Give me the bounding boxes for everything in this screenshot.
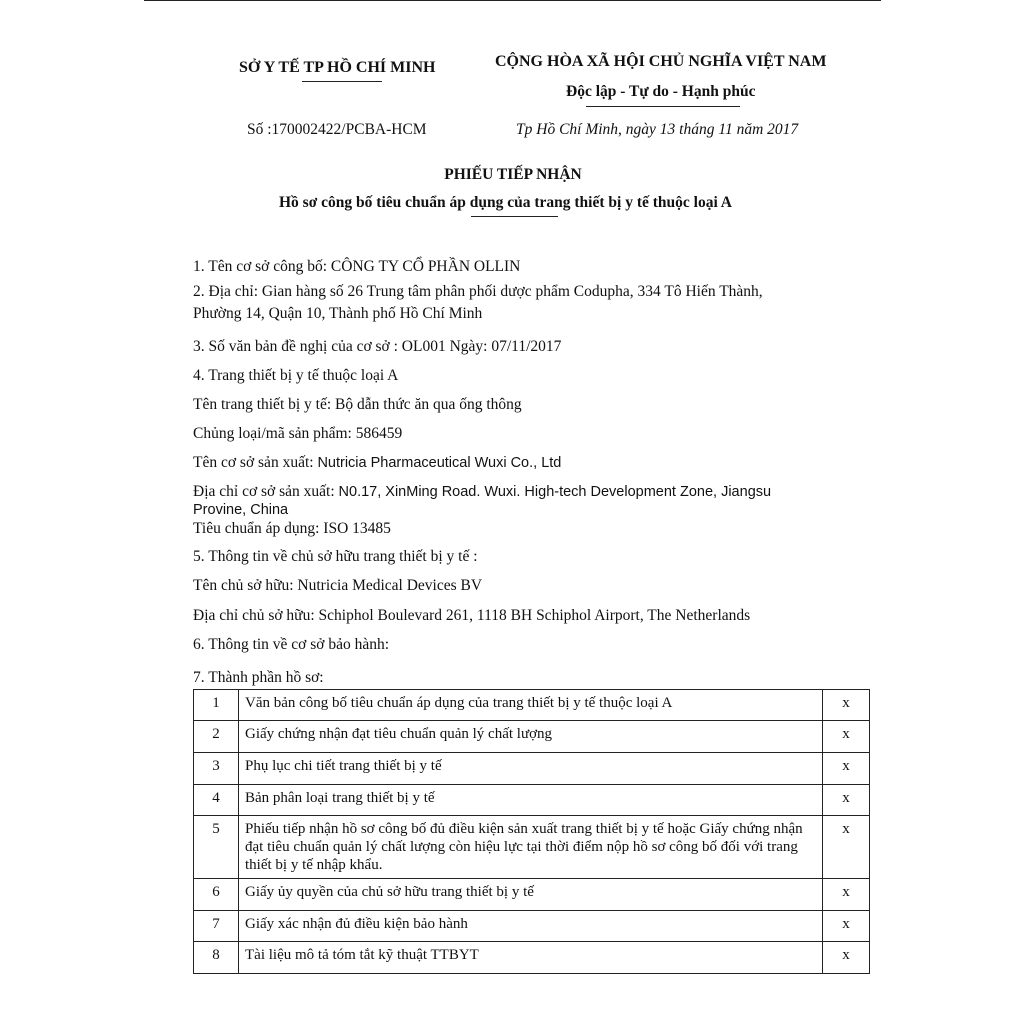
national-motto: Độc lập - Tự do - Hạnh phúc [566,83,756,100]
page-top-edge [144,0,881,1]
table-row [194,721,870,753]
section-6-heading: 6. Thông tin về cơ sở bảo hành: [193,636,390,653]
row-check-mark: x [823,753,870,785]
table-row [194,690,870,721]
section-5-heading: 5. Thông tin về chủ sở hữu trang thiết bị y tế : [193,548,478,565]
declarer-name: 1. Tên cơ sở công bố: CÔNG TY CỔ PHẦN OLLIN [193,258,521,275]
manufacturer-address-cont: Provine, China [193,502,289,518]
documents-table [193,689,870,974]
row-number: 5 [194,816,239,879]
manufacturer-address-label: Địa chỉ cơ sở sản xuất: [193,483,339,500]
table-row [194,879,870,911]
row-number: 3 [194,753,239,785]
row-number: 2 [194,721,239,753]
row-check-mark: x [823,942,870,974]
table-row [194,942,870,974]
table-row [194,753,870,785]
table-row [194,785,870,816]
document-subtitle: Hồ sơ công bố tiêu chuẩn áp dụng của trang thiết bị y tế thuộc loại A [279,194,732,211]
country-name: CỘNG HÒA XÃ HỘI CHỦ NGHĨA VIỆT NAM [495,53,827,70]
row-description: Tài liệu mô tả tóm tắt kỹ thuật TTBYT [239,942,823,974]
section-7-heading: 7. Thành phần hồ sơ: [193,669,324,686]
row-description: Giấy ủy quyền của chủ sở hữu trang thiết bị y tế [239,879,823,911]
document-number: Số :170002422/PCBA-HCM [247,121,427,138]
subtitle-underline [471,216,558,217]
owner-name: Tên chủ sở hữu: Nutricia Medical Devices BV [193,577,483,594]
row-description: Bản phân loại trang thiết bị y tế [239,785,823,816]
applied-standard: Tiêu chuẩn áp dụng: ISO 13485 [193,520,391,537]
device-model: Chủng loại/mã sản phẩm: 586459 [193,425,403,442]
manufacturer-value: Nutricia Pharmaceutical Wuxi Co., Ltd [317,455,562,471]
section-4-heading: 4. Trang thiết bị y tế thuộc loại A [193,367,399,384]
place-and-date: Tp Hồ Chí Minh, ngày 13 tháng 11 năm 2017 [516,121,799,138]
row-number: 7 [194,911,239,942]
owner-address: Địa chỉ chủ sở hữu: Schiphol Boulevard 261, 1118 BH Schiphol Airport, The Netherlands [193,607,751,624]
agency-name: SỞ Y TẾ TP HỒ CHÍ MINH [239,59,436,76]
row-check-mark: x [823,816,870,879]
row-check-mark: x [823,721,870,753]
row-description: Giấy chứng nhận đạt tiêu chuẩn quản lý chất lượng [239,721,823,753]
agency-underline [302,81,382,82]
declarer-address-cont: Phường 14, Quận 10, Thành phố Hồ Chí Minh [193,305,483,322]
row-check-mark: x [823,911,870,942]
request-number: 3. Số văn bản đề nghị của cơ sở : OL001 Ngày: 07/11/2017 [193,338,562,355]
manufacturer-address-value: N0.17, XinMing Road. Wuxi. High-tech Development Zone, Jiangsu [338,484,772,500]
row-number: 8 [194,942,239,974]
manufacturer [193,454,561,472]
motto-underline [586,106,740,107]
row-check-mark: x [823,785,870,816]
table-row [194,816,870,879]
row-description: Giấy xác nhận đủ điều kiện bảo hành [239,911,823,942]
row-description: Phiếu tiếp nhận hồ sơ công bố đủ điều kiện sản xuất trang thiết bị y tế hoặc Giấy chứng nhận đạt tiêu chuẩn quản lý chất lượng còn hiệu lực tại thời điểm nộp hồ sơ công bố đối với trang thiết bị y tế nhập khẩu. [239,816,823,879]
row-check-mark: x [823,690,870,721]
row-description: Phụ lục chi tiết trang thiết bị y tế [239,753,823,785]
manufacturer-label: Tên cơ sở sản xuất: [193,454,318,471]
row-number: 6 [194,879,239,911]
row-description: Văn bản công bố tiêu chuẩn áp dụng của trang thiết bị y tế thuộc loại A [239,690,823,721]
manufacturer-address [193,483,771,501]
document-title: PHIẾU TIẾP NHẬN [444,166,582,183]
row-check-mark: x [823,879,870,911]
row-number: 4 [194,785,239,816]
declarer-address: 2. Địa chỉ: Gian hàng số 26 Trung tâm phân phối dược phẩm Codupha, 334 Tô Hiến Thành, [193,283,763,300]
device-name: Tên trang thiết bị y tế: Bộ dẫn thức ăn qua ống thông [193,396,522,413]
row-number: 1 [194,690,239,721]
table-row [194,911,870,942]
